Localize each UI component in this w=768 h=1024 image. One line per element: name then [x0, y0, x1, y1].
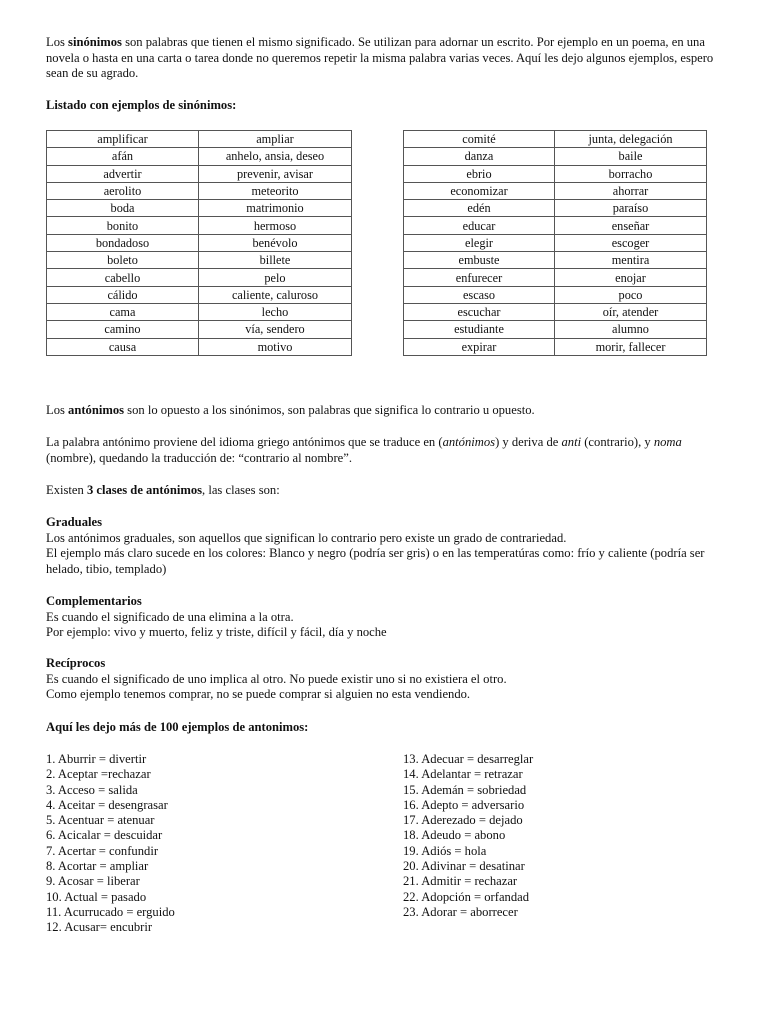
- reciprocos-line1: Es cuando el significado de uno implica al otro. No puede existir uno si no existiera el otro.: [46, 671, 507, 686]
- synonym-cell: borracho: [555, 166, 707, 183]
- table-row: [47, 166, 352, 183]
- section-reciprocos: [46, 656, 726, 703]
- antonyms-list-column-1: [46, 752, 175, 936]
- word-cell: boda: [47, 200, 199, 217]
- word-cell: cama: [47, 304, 199, 321]
- table-row: [404, 321, 707, 338]
- list-item: 10. Actual = pasado: [46, 889, 147, 904]
- classes-bold-term: 3 clases de antónimos: [86, 483, 203, 497]
- complementarios-line2: Por ejemplo: vivo y muerto, feliz y triste, difícil y fácil, día y noche: [46, 625, 387, 639]
- table-row: [404, 252, 707, 269]
- graduales-title: Graduales: [46, 515, 102, 529]
- list-item: 5. Acentuar = atenuar: [46, 813, 155, 828]
- list-item: 13. Adecuar = desarreglar: [403, 752, 534, 766]
- reciprocos-line2: Como ejemplo tenemos comprar, no se puede comprar si alguien no esta vendiendo.: [46, 687, 471, 701]
- table-row: [404, 166, 707, 183]
- synonym-cell: anhelo, ansia, deseo: [199, 148, 352, 165]
- synonym-cell: baile: [555, 148, 707, 165]
- antonyms-heading: Aquí les dejo más de 100 ejemplos de antonimos:: [46, 720, 309, 734]
- table-row: [404, 287, 707, 304]
- synonym-cell: poco: [555, 287, 707, 304]
- synonym-cell: ampliar: [199, 131, 352, 148]
- table-row: [47, 183, 352, 200]
- list-item: 22. Adopción = orfandad: [403, 889, 530, 904]
- word-cell: danza: [404, 148, 555, 165]
- graduales-line2: El ejemplo más claro sucede en los colores: Blanco y negro (podría ser gris) o en las temperatúras como: frío y caliente (podría ser helado, tibio, templado): [46, 546, 705, 576]
- word-cell: estudiante: [404, 321, 555, 338]
- word-cell: amplificar: [47, 131, 199, 148]
- synonym-cell: oír, atender: [555, 304, 707, 321]
- synonym-cell: benévolo: [199, 235, 352, 252]
- word-cell: bondadoso: [47, 235, 199, 252]
- synonym-cell: paraíso: [555, 200, 707, 217]
- list-item: 15. Ademán = sobriedad: [403, 782, 527, 797]
- synonym-cell: prevenir, avisar: [199, 166, 352, 183]
- table-row: [47, 200, 352, 217]
- synonym-cell: enojar: [555, 269, 707, 286]
- word-cell: edén: [404, 200, 555, 217]
- word-cell: ebrio: [404, 166, 555, 183]
- word-cell: cabello: [47, 269, 199, 286]
- synonyms-table-left: [46, 130, 352, 356]
- list-item: 1. Aburrir = divertir: [46, 752, 147, 766]
- synonym-cell: pelo: [199, 269, 352, 286]
- table-row: [404, 131, 707, 148]
- list-item: 6. Acicalar = descuidar: [46, 828, 163, 843]
- graduales-line1: Los antónimos graduales, son aquellos que significan lo contrario pero existe un grado de contrariedad.: [46, 530, 567, 545]
- list-item: 17. Aderezado = dejado: [403, 813, 523, 828]
- section-complementarios: [46, 594, 726, 641]
- synonyms-heading: Listado con ejemplos de sinónimos:: [46, 97, 237, 112]
- word-cell: educar: [404, 217, 555, 234]
- synonym-cell: junta, delegación: [555, 131, 707, 148]
- list-item: 18. Adeudo = abono: [403, 828, 506, 843]
- word-cell: boleto: [47, 252, 199, 269]
- table-row: [47, 217, 352, 234]
- table-row: [47, 304, 352, 321]
- origin-paragraph: La palabra antónimo proviene del idioma griego antónimos que se traduce en (antónimos) y deriva de anti (contrario), y noma (nombre), quedando la traducción de: “contrario al nombre”.: [46, 435, 682, 465]
- word-cell: camino: [47, 321, 199, 338]
- list-item: 4. Aceitar = desengrasar: [46, 797, 168, 812]
- word-cell: escaso: [404, 287, 555, 304]
- synonym-cell: billete: [199, 252, 352, 269]
- word-cell: elegir: [404, 235, 555, 252]
- list-item: 19. Adiós = hola: [403, 843, 487, 858]
- table-row: [47, 148, 352, 165]
- list-item: 7. Acertar = confundir: [46, 843, 159, 858]
- word-cell: bonito: [47, 217, 199, 234]
- table-row: [47, 339, 352, 356]
- word-cell: enfurecer: [404, 269, 555, 286]
- list-item: 20. Adivinar = desatinar: [403, 859, 525, 874]
- synonym-cell: matrimonio: [199, 200, 352, 217]
- word-cell: embuste: [404, 252, 555, 269]
- table-row: [47, 235, 352, 252]
- synonym-cell: ahorrar: [555, 183, 707, 200]
- synonym-cell: alumno: [555, 321, 707, 338]
- table-row: [404, 183, 707, 200]
- table-row: [404, 200, 707, 217]
- antonyms-list-column-2: [403, 752, 533, 920]
- synonym-cell: motivo: [199, 339, 352, 356]
- classes-paragraph: Existen 3 clases de antónimos, las clases son:: [46, 483, 280, 497]
- word-cell: escuchar: [404, 304, 555, 321]
- synonym-cell: vía, sendero: [199, 321, 352, 338]
- list-item: 16. Adepto = adversario: [403, 797, 525, 812]
- synonym-cell: mentira: [555, 252, 707, 269]
- antonyms-bold-term: antónimos: [68, 403, 125, 417]
- intro-text-post: son palabras que tienen el mismo significado. Se utilizan para adornar un escrito. Por ejemplo en un poema, en una novela o hasta en una carta o tarea donde no queremos repetir la misma palabra varias veces. Aquí les dejo algunos ejemplos, espero sean de su agrado.: [46, 35, 714, 80]
- table-row: [404, 235, 707, 252]
- synonym-cell: meteorito: [199, 183, 352, 200]
- list-item: 2. Aceptar =rechazar: [46, 767, 151, 782]
- word-cell: expirar: [404, 339, 555, 356]
- table-row: [404, 339, 707, 356]
- table-row: [47, 269, 352, 286]
- intro-paragraph: [46, 35, 714, 82]
- table-row: [404, 269, 707, 286]
- table-row: [404, 304, 707, 321]
- document-page: [46, 35, 718, 113]
- antonyms-heading-block: [46, 720, 726, 736]
- table-row: [47, 287, 352, 304]
- complementarios-title: Complementarios: [46, 594, 142, 608]
- list-item: 23. Adorar = aborrecer: [403, 904, 518, 919]
- table-row: [47, 252, 352, 269]
- antonyms-intro: Los antónimos son lo opuesto a los sinónimos, son palabras que significa lo contrario u opuesto.: [46, 403, 535, 417]
- list-item: 3. Acceso = salida: [46, 782, 138, 797]
- list-item: 9. Acosar = liberar: [46, 874, 140, 889]
- table-row: [47, 321, 352, 338]
- list-item: 14. Adelantar = retrazar: [403, 767, 523, 782]
- synonyms-table-right: [403, 130, 707, 356]
- intro-bold-term: sinónimos: [68, 35, 122, 49]
- word-cell: cálido: [47, 287, 199, 304]
- reciprocos-title: Recíprocos: [46, 656, 106, 670]
- word-cell: afán: [47, 148, 199, 165]
- synonym-cell: lecho: [199, 304, 352, 321]
- synonym-cell: enseñar: [555, 217, 707, 234]
- synonym-cell: caliente, caluroso: [199, 287, 352, 304]
- synonym-cell: escoger: [555, 235, 707, 252]
- synonym-cell: hermoso: [199, 217, 352, 234]
- list-item: 11. Acurrucado = erguido: [46, 904, 175, 919]
- section-graduales: [46, 515, 718, 577]
- word-cell: aerolito: [47, 183, 199, 200]
- list-item: 12. Acusar= encubrir: [46, 920, 153, 935]
- table-row: [404, 148, 707, 165]
- synonym-cell: morir, fallecer: [555, 339, 707, 356]
- complementarios-line1: Es cuando el significado de una elimina a la otra.: [46, 609, 294, 624]
- intro-text-pre: Los: [46, 35, 69, 49]
- word-cell: causa: [47, 339, 199, 356]
- word-cell: advertir: [47, 166, 199, 183]
- table-row: [47, 131, 352, 148]
- word-cell: comité: [404, 131, 555, 148]
- list-item: 21. Admitir = rechazar: [403, 874, 518, 889]
- table-row: [404, 217, 707, 234]
- word-cell: economizar: [404, 183, 555, 200]
- list-item: 8. Acortar = ampliar: [46, 859, 149, 874]
